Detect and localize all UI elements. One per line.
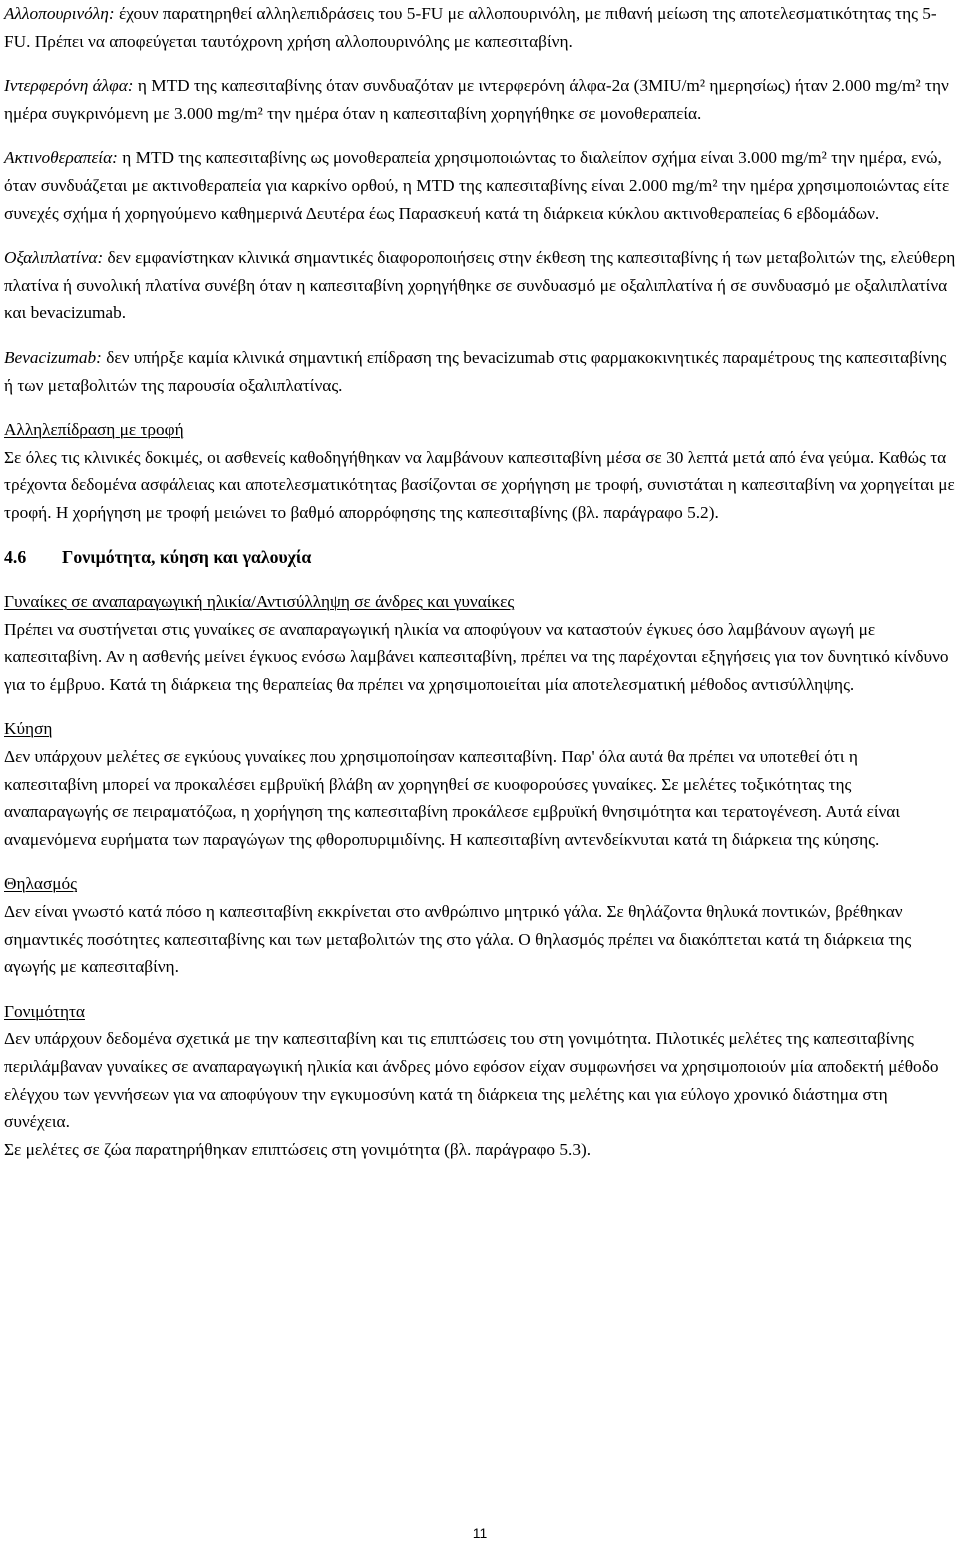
fertility-text-1: Δεν υπάρχουν δεδομένα σχετικά με την καπεσιταβίνη και τις επιπτώσεις του στη γονιμότητα. Πιλοτικές μελέτες της καπεσιταβίνης περιλάμβαναν γυναίκες σε αναπαραγωγική ηλικία και άνδρες μόνο εφόσον είχαν συμφωνήσει να χρησιμοποιούν μία αποδεκτή μέθοδο ελέγχου των γεννήσεων για να αποφύγουν την εγκυμοσύνη κατά τη διάρκεια της μελέτης και για εύλογο χρονικό διάστημα στη συνέχεια.	[4, 1029, 939, 1132]
allopurinol-paragraph	[4, 0, 956, 55]
breastfeeding-heading: Θηλασμός	[4, 874, 78, 894]
pregnancy-text: Δεν υπάρχουν μελέτες σε εγκύους γυναίκες που χρησιμοποίησαν καπεσιταβίνη. Παρ' όλα αυτά θα πρέπει να υποτεθεί ότι η καπεσιταβίνη μπορεί να προκαλέσει εμβρυϊκή βλάβη αν χορηγηθεί σε κυοφορούσες γυναίκες. Σε μελέτες τοξικότητας της αναπαραγωγής σε πειραματόζωα, η χορήγηση της καπεσιταβίνη προκάλεσε εμβρυϊκή θνησιμότητα και τερατογένεση. Αυτά είναι αναμενόμενα ευρήματα των παραγώγων της φθοροπυριμιδίνης. Η καπεσιταβίνη αντενδείκνυται κατά τη διάρκεια της κύησης.	[4, 747, 901, 849]
fertility-heading: Γονιμότητα	[4, 1001, 85, 1021]
food-interaction-heading: Αλληλεπίδραση με τροφή	[4, 420, 184, 440]
interferon-paragraph	[4, 72, 956, 127]
interferon-label: Ιντερφερόνη άλφα:	[4, 76, 134, 96]
radiotherapy-text: η MTD της καπεσιταβίνης ως μονοθεραπεία χρησιμοποιώντας το διαλείπον σχήμα είναι 3.000 mg/m² την ημέρα, ενώ, όταν συνδυάζεται με ακτινοθεραπεία για καρκίνο ορθού, η MTD της καπεσιταβίνης είναι 2.000 mg/m² την ημέρα χρησιμοποιώντας είτε συνεχές σχήμα ή χορηγούμενο καθημερινά Δευτέρα έως Παρασκευή κατά τη διάρκεια κύκλου ακτινοθεραπείας 6 εβδομάδων.	[4, 148, 950, 223]
food-interaction-text: Σε όλες τις κλινικές δοκιμές, οι ασθενείς καθοδηγήθηκαν να λαμβάνουν καπεσιταβίνη μέσα σε 30 λεπτά μετά από ένα γεύμα. Καθώς τα τρέχοντα δεδομένα ασφάλειας και αποτελεσματικότητας βασίζονται σε χορήγηση με τροφή, συνιστάται η καπεσιταβίνη να χορηγείται με τροφή. Η χορήγηση με τροφή μειώνει το βαθμό απορρόφησης της καπεσιταβίνης (βλ. παράγραφο 5.2).	[4, 447, 955, 522]
pregnancy-heading: Κύηση	[4, 719, 53, 739]
chapter-heading	[4, 544, 956, 572]
interferon-text: η MTD της καπεσιταβίνης όταν συνδυαζόταν με ιντερφερόνη άλφα-2α (3MIU/m² ημερησίως) ήταν 2.000 mg/m² την ημέρα συγκρινόμενη με 3.000 mg/m² την ημέρα όταν η καπεσιταβίνη χορηγήθηκε σε μονοθεραπεία.	[4, 76, 949, 123]
allopurinol-text: έχουν παρατηρηθεί αλληλεπιδράσεις του 5-FU με αλλοπουρινόλη, με πιθανή μείωση της αποτελεσματικότητας της 5-FU. Πρέπει να αποφεύγεται ταυτόχρονη χρήση αλλοπουρινόλης με καπεσιταβίνη.	[4, 4, 937, 51]
chapter-number: 4.6	[4, 546, 27, 567]
allopurinol-label: Αλλοπουρινόλη:	[4, 4, 115, 23]
bevacizumab-paragraph	[4, 344, 956, 399]
page-number: 11	[472, 1525, 488, 1541]
oxaliplatin-paragraph	[4, 244, 956, 327]
oxaliplatin-text: δεν εμφανίστηκαν κλινικά σημαντικές διαφοροποιήσεις στην έκθεση της καπεσιταβίνης ή των μεταβολιτών της, ελεύθερη πλατίνα ή συνολική πλατίνα συνέβη όταν η καπεσιταβίνη χορηγήθηκε σε συνδυασμό με οξαλιπλατίνα ή σε συνδυασμό με οξαλιπλατίνα και bevacizumab.	[4, 248, 956, 323]
breastfeeding-text: Δεν είναι γνωστό κατά πόσο η καπεσιταβίνη εκκρίνεται στο ανθρώπινο μητρικό γάλα. Σε θηλάζοντα θηλυκά ποντικών, βρέθηκαν σημαντικές ποσότητες καπεσιταβίνης και των μεταβολιτών της στο γάλα. Ο θηλασμός πρέπει να διακόπτεται κατά τη διάρκεια της αγωγής με καπεσιταβίνη.	[4, 902, 912, 977]
bevacizumab-text: δεν υπήρξε καμία κλινικά σημαντική επίδραση της bevacizumab στις φαρμακοκινητικές παραμέτρους της καπεσιταβίνης ή των μεταβολιτών της παρουσία οξαλιπλατίνας.	[4, 347, 947, 395]
chapter-title: Γονιμότητα, κύηση και γαλουχία	[62, 546, 312, 567]
radiotherapy-paragraph	[4, 144, 956, 227]
contraception-heading: Γυναίκες σε αναπαραγωγική ηλικία/Αντισύλληψη σε άνδρες και γυναίκες	[4, 592, 515, 612]
fertility-text-2: Σε μελέτες σε ζώα παρατηρήθηκαν επιπτώσεις στη γονιμότητα (βλ. παράγραφο 5.3).	[4, 1139, 592, 1159]
document-page	[4, 0, 956, 1163]
radiotherapy-label: Ακτινοθεραπεία:	[4, 148, 118, 168]
bevacizumab-label: Bevacizumab:	[4, 347, 102, 367]
contraception-text: Πρέπει να συστήνεται στις γυναίκες σε αναπαραγωγική ηλικία να αποφύγουν να καταστούν έγκυες όσο λαμβάνουν αγωγή με καπεσιταβίνη. Αν η ασθενής μείνει έγκυος ενόσω λαμβάνει καπεσιταβίνη, πρέπει να της παρέχονται εξηγήσεις για τον δυνητικό κίνδυνο για το έμβρυο. Κατά τη διάρκεια της θεραπείας θα πρέπει να χρησιμοποιείται μία αποτελεσματική μέθοδος αντισύλληψης.	[4, 619, 949, 694]
oxaliplatin-label: Οξαλιπλατίνα:	[4, 248, 104, 268]
